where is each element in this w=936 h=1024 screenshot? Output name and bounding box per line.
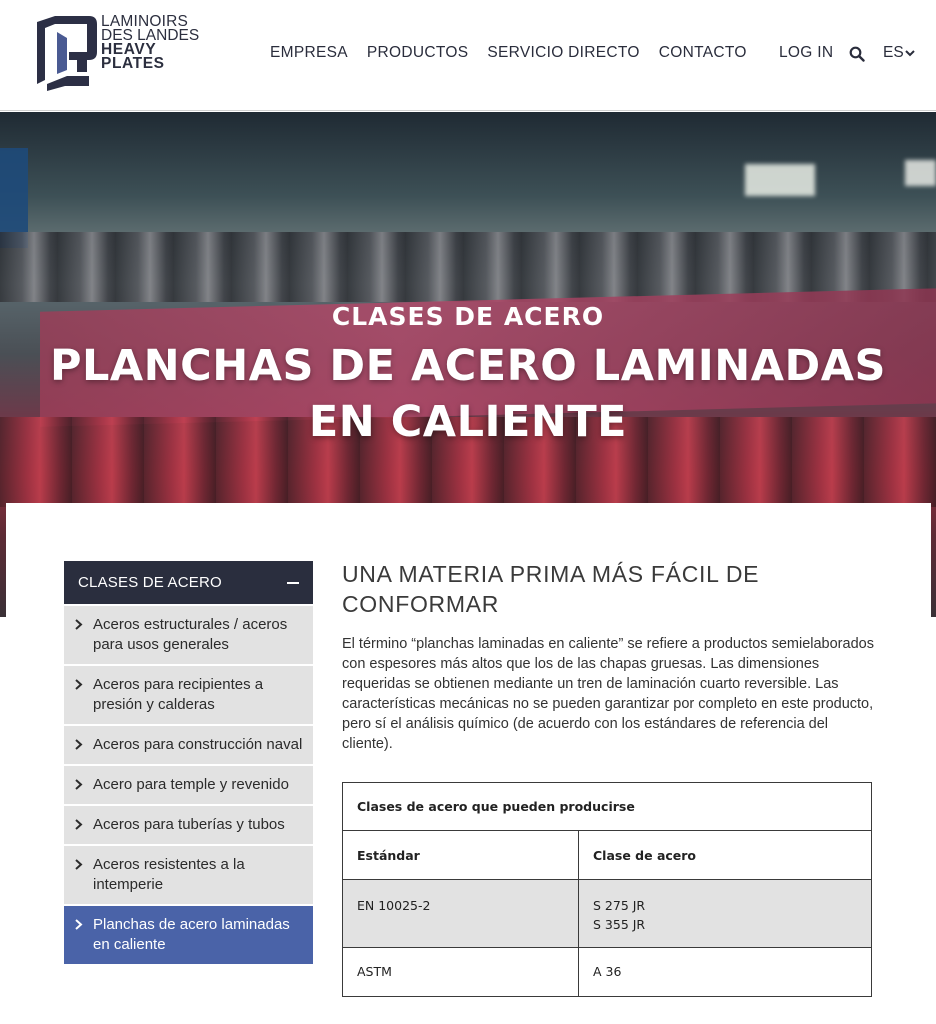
chevron-right-icon <box>74 859 83 870</box>
grade-value: A 36 <box>593 964 622 979</box>
chevron-right-icon <box>74 819 83 830</box>
logo-line-1: LAMINOIRS <box>101 13 189 30</box>
logo[interactable] <box>33 14 203 94</box>
login-link[interactable]: LOG IN <box>779 44 834 61</box>
chevron-right-icon <box>74 779 83 790</box>
sidebar-item-label: Aceros para construcción naval <box>93 736 303 753</box>
chevron-down-icon[interactable] <box>905 50 915 57</box>
table-row <box>343 880 872 948</box>
table-row <box>343 948 872 997</box>
sidebar-item-estructurales[interactable] <box>64 604 313 664</box>
sidebar-item-recipientes[interactable] <box>64 664 313 724</box>
chevron-right-icon <box>74 739 83 750</box>
sidebar-item-label: Aceros resistentes a la intemperie <box>93 856 245 893</box>
column-header-grade: Clase de acero <box>579 831 872 880</box>
chevron-right-icon <box>74 679 83 690</box>
nav-contacto[interactable]: CONTACTO <box>658 44 747 61</box>
steel-grades-table <box>342 782 872 997</box>
main-content <box>342 559 874 754</box>
sidebar-item-label: Planchas de acero laminadas en caliente <box>93 916 290 953</box>
sidebar <box>64 561 313 964</box>
sidebar-item-label: Aceros para tuberías y tubos <box>93 816 285 833</box>
logo-line-3: HEAVY <box>101 41 157 58</box>
sidebar-item-label: Aceros estructurales / aceros para usos generales <box>93 616 288 653</box>
table-header-row <box>343 831 872 880</box>
sidebar-header[interactable] <box>64 561 313 604</box>
cell-standard: ASTM <box>343 948 579 997</box>
sidebar-item-temple[interactable] <box>64 764 313 804</box>
section-heading: UNA MATERIA PRIMA MÁS FÁCIL DE CONFORMAR <box>342 561 760 617</box>
nav-productos[interactable]: PRODUCTOS <box>366 44 469 61</box>
hero-title-line-2: EN CALIENTE <box>308 397 628 447</box>
nav-empresa[interactable]: EMPRESA <box>270 44 348 61</box>
grade-value: S 275 JR <box>593 898 646 913</box>
collapse-icon[interactable] <box>287 582 299 584</box>
sidebar-title: CLASES DE ACERO <box>78 574 222 591</box>
logo-line-4: PLATES <box>101 55 165 72</box>
hero-title <box>0 338 936 450</box>
hero-title-line-1: PLANCHAS DE ACERO LAMINADAS <box>49 341 886 391</box>
site-header <box>0 0 936 111</box>
table-caption-row <box>343 783 872 831</box>
hero-subtitle: CLASES DE ACERO <box>331 302 605 331</box>
sidebar-item-intemperie[interactable] <box>64 844 313 904</box>
sidebar-item-label: Acero para temple y revenido <box>93 776 289 793</box>
search-icon[interactable] <box>849 46 865 62</box>
cell-grades <box>579 948 872 997</box>
sidebar-item-label: Aceros para recipientes a presión y calderas <box>93 676 264 713</box>
sidebar-item-naval[interactable] <box>64 724 313 764</box>
sidebar-item-tuberias[interactable] <box>64 804 313 844</box>
nav-servicio-directo[interactable]: SERVICIO DIRECTO <box>487 44 640 61</box>
grade-value: S 355 JR <box>593 917 646 932</box>
sidebar-item-laminadas-caliente[interactable] <box>64 904 313 964</box>
hero-light <box>905 160 936 186</box>
language-selector[interactable]: ES <box>883 44 904 61</box>
table-caption: Clases de acero que pueden producirse <box>343 783 872 831</box>
chevron-right-icon <box>74 619 83 630</box>
logo-text <box>101 15 199 71</box>
column-header-standard: Estándar <box>343 831 579 880</box>
hero-light <box>745 164 815 196</box>
logo-mark-icon <box>33 14 99 91</box>
main-nav <box>270 44 766 62</box>
intro-paragraph: El término “planchas laminadas en caliente” se refiere a productos semielaborados con espesores más altos que los de las chapas gruesas. Las dimensiones requeridas se obtienen mediante un tren de laminación cuarto reversible. Las características mecánicas no se pueden garantizar por completo en este producto, pero sí el análisis químico (de acuerdo con los estándares de referencia del cliente). <box>342 636 874 752</box>
cell-standard: EN 10025-2 <box>343 880 579 948</box>
logo-line-2: DES LANDES <box>101 27 200 44</box>
chevron-right-icon <box>74 919 83 930</box>
cell-grades <box>579 880 872 948</box>
